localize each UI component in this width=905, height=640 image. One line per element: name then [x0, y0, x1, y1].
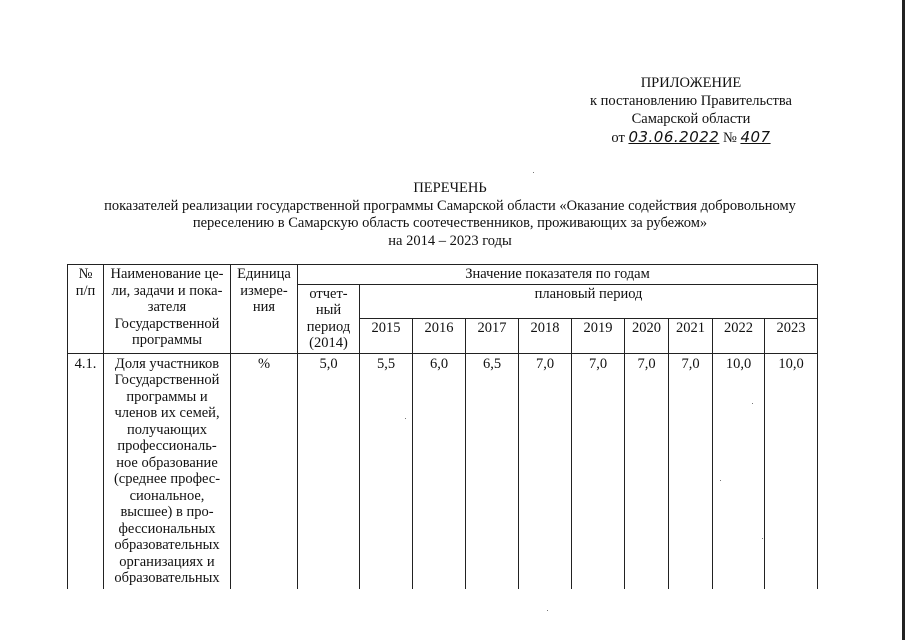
row-indicator-name: Доля участников Государственной программы и членов их семей, получающих профессиональ- ное образование (среднее профес- сиональное, высшее) в про- фессиональных образовательных организациях и образовательных: [104, 353, 231, 589]
header-year: 2020: [625, 319, 669, 354]
handwritten-number: 407: [740, 128, 771, 146]
document-title-block: [70, 180, 830, 250]
header-values-group: Значение показателя по годам: [298, 265, 818, 285]
scan-speck: [405, 418, 406, 419]
header-year: 2021: [669, 319, 713, 354]
date-prefix: от: [611, 130, 625, 146]
header-year: 2016: [413, 319, 466, 354]
appendix-line2: Самарской области: [631, 111, 751, 127]
appendix-line1: к постановлению Правительства: [590, 93, 792, 109]
table-row: [68, 353, 818, 589]
row-value: 7,0: [625, 353, 669, 589]
appendix-title: ПРИЛОЖЕНИЕ: [640, 75, 742, 91]
header-name: Наименование це- ли, задачи и пока- зателя Государственной программы: [104, 265, 231, 354]
document-heading: ПЕРЕЧЕНЬ: [413, 180, 487, 196]
header-year: 2017: [466, 319, 519, 354]
header-num: № п/п: [68, 265, 104, 354]
document-subtitle-line1: показателей реализации государственной программы Самарской области «Оказание содействия добровольному: [104, 197, 796, 214]
number-prefix: №: [722, 130, 737, 146]
scan-speck: [752, 403, 753, 404]
row-value: 7,0: [519, 353, 572, 589]
row-unit: %: [231, 353, 298, 589]
scan-speck: [720, 480, 721, 481]
appendix-date-line: [561, 128, 821, 147]
row-value: 10,0: [713, 353, 765, 589]
row-number: 4.1.: [68, 353, 104, 589]
header-year: 2022: [713, 319, 765, 354]
row-value: 5,5: [360, 353, 413, 589]
header-year: 2023: [765, 319, 818, 354]
row-report-value: 5,0: [298, 353, 360, 589]
row-value: 6,0: [413, 353, 466, 589]
indicators-table: [67, 264, 818, 589]
header-planned-group: плановый период: [360, 284, 818, 319]
header-report-period: отчет- ный период (2014): [298, 284, 360, 353]
row-value: 7,0: [572, 353, 625, 589]
scan-speck: [762, 538, 763, 539]
scan-speck: [547, 610, 548, 611]
document-subtitle-line3: на 2014 – 2023 годы: [388, 232, 512, 249]
scan-speck: [533, 172, 534, 173]
row-value: 10,0: [765, 353, 818, 589]
row-value: 7,0: [669, 353, 713, 589]
document-subtitle-line2: переселению в Самарскую область соотечественников, проживающих за рубежом»: [192, 215, 708, 231]
appendix-block: [561, 74, 821, 147]
header-year: 2018: [519, 319, 572, 354]
row-value: 6,5: [466, 353, 519, 589]
header-year: 2015: [360, 319, 413, 354]
header-year: 2019: [572, 319, 625, 354]
header-unit: Единица измере- ния: [231, 265, 298, 354]
handwritten-date: 03.06.2022: [628, 128, 720, 146]
